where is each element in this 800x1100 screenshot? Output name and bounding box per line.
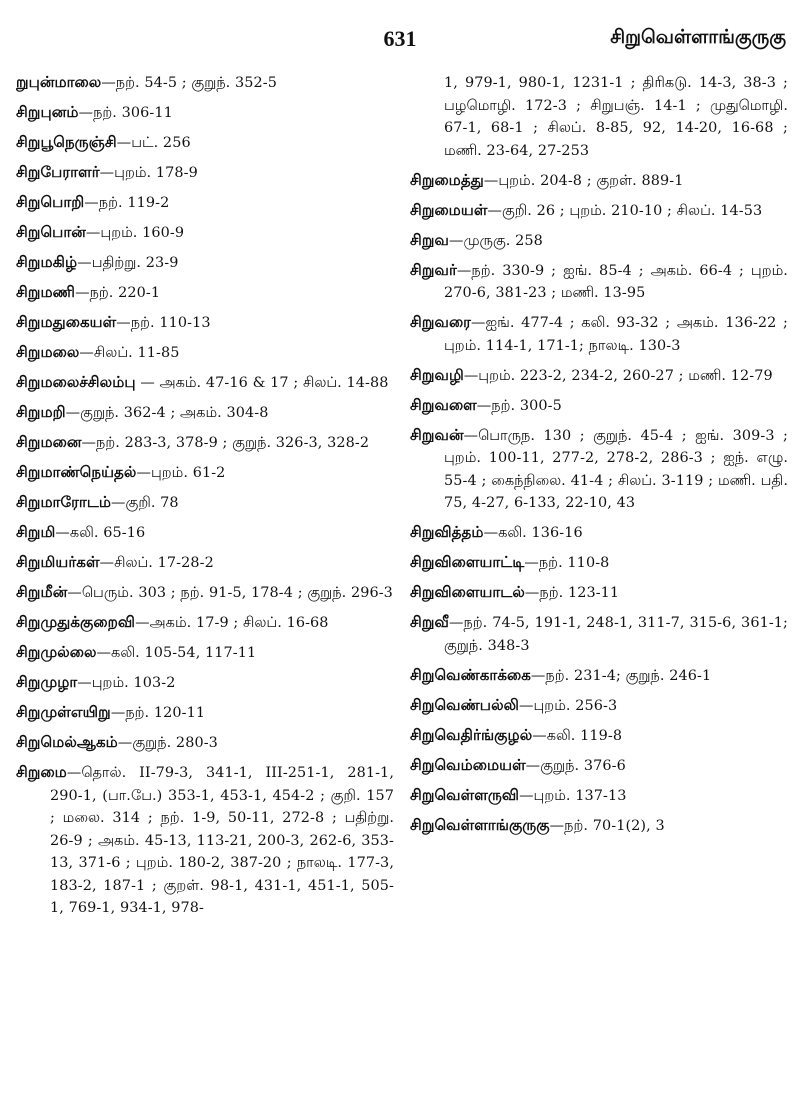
- entry-references: —நற். 119-2: [84, 195, 170, 211]
- entry-references: —நற். 283-3, 378-9 ; குறுந். 326-3, 328-2: [81, 435, 370, 451]
- entry-headword: சிறுவரை: [410, 313, 471, 331]
- entry-references: —குறுந். 376-6: [525, 757, 626, 774]
- entry-headword: சிறுபூநெருஞ்சி: [16, 133, 117, 151]
- index-entry: [16, 642, 394, 665]
- index-entry: [16, 702, 394, 725]
- entry-headword: சிறுவித்தம்: [410, 523, 484, 541]
- entry-headword: சிறுவெள்ளருவி: [410, 785, 520, 804]
- index-entry: [410, 312, 788, 357]
- entry-headword: சிறுவிளையாடல்: [410, 583, 525, 601]
- entry-headword: சிறுவெண்காக்கை: [410, 665, 531, 684]
- index-entry: [410, 200, 788, 223]
- entry-references: —கலி. 65-16: [55, 525, 146, 541]
- entry-headword: சிறுமீன்: [16, 583, 68, 601]
- index-entry: [410, 170, 788, 193]
- index-entry: [16, 252, 394, 275]
- entry-references: —புறம். 223-2, 234-2, 260-27 ; மணி. 12-79: [463, 367, 773, 384]
- index-entry: [16, 282, 394, 305]
- entry-references: —புறம். 160-9: [85, 225, 185, 241]
- entry-headword: சிறுமையள்: [410, 200, 488, 219]
- entry-references: —குறி. 26 ; புறம். 210-10 ; சிலப். 14-53: [487, 202, 763, 219]
- entry-headword: சிறுமலைச்சிலம்பு: [16, 373, 136, 391]
- index-entry: [16, 372, 394, 395]
- entry-headword: சிறுமலை: [16, 343, 80, 361]
- entry-headword: சிறுவிளையாட்டி: [410, 553, 525, 571]
- entry-references: —புறம். 61-2: [136, 465, 226, 481]
- index-entry: [410, 552, 788, 575]
- index-entry: [410, 612, 788, 657]
- index-entry: [16, 222, 394, 245]
- entry-references: —நற். 306-11: [78, 105, 173, 121]
- index-entry: [410, 365, 788, 388]
- entry-headword: சிறுமறி: [16, 403, 66, 421]
- index-entry: [410, 522, 788, 545]
- entry-headword: சிறுவீ: [410, 613, 449, 631]
- left-column: [16, 72, 394, 927]
- entry-references: —நற். 54-5 ; குறுந். 352-5: [101, 75, 278, 91]
- entry-headword: றுபுன்மாலை: [16, 73, 102, 91]
- index-entry: [410, 395, 788, 418]
- entry-references: —கலி. 136-16: [483, 525, 583, 541]
- entry-references: —நற். 300-5: [476, 397, 562, 414]
- entry-references: —பொருந. 130 ; குறுந். 45-4 ; ஐங். 309-3 ; புறம். 100-11, 277-2, 278-2, 286-3 ; ஐந். எழு. 55-4 ; கைந்நிலை. 41-4 ; சிலப். 3-119 ; மணி. பதி. 75, 4-27, 6-133, 22-10, 43: [444, 427, 788, 511]
- entry-headword: சிறுவ: [410, 230, 449, 249]
- entry-references: —நற். 123-11: [524, 585, 620, 601]
- entry-headword: சிறுமுள்எயிறு: [16, 703, 111, 721]
- index-entry: [410, 725, 788, 748]
- index-entry: [16, 342, 394, 365]
- entry-headword: சிறுவழி: [410, 365, 464, 384]
- index-entry: [16, 102, 394, 125]
- page-header: [0, 22, 800, 58]
- entry-headword: சிறுமியர்கள்: [16, 553, 100, 571]
- entry-references: —புறம். 103-2: [77, 675, 176, 691]
- index-entry: [16, 462, 394, 485]
- index-entry: [16, 612, 394, 635]
- entry-references: —நற். 330-9 ; ஐங். 85-4 ; அகம். 66-4 ; புறம். 270-6, 381-23 ; மணி. 13-95: [444, 262, 788, 301]
- entry-headword: சிறுமுதுக்குறைவி: [16, 613, 136, 631]
- index-entry: [16, 192, 394, 215]
- entry-references: —பதிற்று. 23-9: [77, 255, 179, 271]
- entry-references: — அகம். 47-16 & 17 ; சிலப். 14-88: [135, 375, 389, 391]
- entry-headword: சிறுமி: [16, 523, 56, 541]
- index-entry: [410, 695, 788, 718]
- index-entry: [16, 522, 394, 545]
- entry-headword: சிறுமனை: [16, 433, 82, 451]
- index-entry: [410, 785, 788, 808]
- index-entry: [16, 72, 394, 95]
- running-head: சிறுவெள்ளாங்குருகு: [610, 26, 786, 48]
- entry-references: —நற். 74-5, 191-1, 248-1, 311-7, 315-6, 361-1; குறுந். 348-3: [444, 615, 788, 654]
- entry-references: —புறம். 137-13: [519, 787, 627, 804]
- entry-headword: சிறுவர்: [410, 260, 457, 279]
- entry-references: —தொல். II-79-3, 341-1, III-251-1, 281-1, 290-1, (பா.பே.) 353-1, 453-1, 454-2 ; குறி. 157 ; மலை. 314 ; நற். 1-9, 50-11, 272-8 ; பதிற்று. 26-9 ; அகம். 45-13, 113-21, 200-3, 262-6, 353-13, 371-6 ; புறம். 180-2, 387-20 ; நாலடி. 177-3, 183-2, 187-1 ; குறள். 98-1, 431-1, 451-1, 505-1, 769-1, 934-1, 978-: [50, 765, 394, 916]
- page-number: 631: [383, 26, 417, 51]
- entry-references: —புறம். 204-8 ; குறள். 889-1: [483, 172, 684, 189]
- entry-references: —புறம். 178-9: [99, 165, 198, 181]
- entry-references: —ஐங். 477-4 ; கலி. 93-32 ; அகம். 136-22 ; புறம். 114-1, 171-1; நாலடி. 130-3: [444, 315, 788, 354]
- entry-headword: சிறுபொறி: [16, 193, 85, 211]
- index-entry: [16, 672, 394, 695]
- entry-references: —பட். 256: [116, 135, 191, 151]
- index-entry: [16, 762, 394, 920]
- index-entry: [16, 312, 394, 335]
- entry-headword: சிறுமை: [16, 763, 67, 781]
- entry-references: —கலி. 105-54, 117-11: [96, 645, 257, 661]
- entry-references: —நற். 220-1: [75, 285, 161, 301]
- entry-references: —கலி. 119-8: [532, 727, 623, 744]
- entry-headword: சிறுமகிழ்: [16, 253, 78, 271]
- entry-references: —குறுந். 362-4 ; அகம். 304-8: [65, 405, 269, 421]
- entry-headword: சிறுவெம்மையள்: [410, 755, 526, 774]
- entry-references: —நற். 110-13: [116, 315, 211, 331]
- index-entry: [410, 815, 788, 838]
- index-entry: [410, 755, 788, 778]
- index-entry: [16, 492, 394, 515]
- entry-references: 1, 979-1, 980-1, 1231-1 ; திரிகடு. 14-3, 38-3 ; பழமொழி. 172-3 ; சிறுபஞ். 14-1 ; முதுமொழி. 67-1, 68-1 ; சிலப். 8-85, 92, 14-20, 16-68 ; மணி. 23-64, 27-253: [444, 75, 788, 159]
- entry-headword: சிறுமுழா: [16, 673, 78, 691]
- index-entry: [16, 552, 394, 575]
- entry-references: —சிலப். 11-85: [79, 345, 180, 361]
- entry-headword: சிறுபேராளர்: [16, 163, 100, 181]
- entry-references: —குறி. 78: [111, 495, 179, 511]
- index-entry: [410, 230, 788, 253]
- index-entry: [410, 665, 788, 688]
- entry-headword: சிறுவன்: [410, 425, 464, 444]
- entry-headword: சிறுவெதிர்ங்குழல்: [410, 725, 533, 744]
- entry-headword: சிறுமணி: [16, 283, 76, 301]
- index-entry: [410, 260, 788, 305]
- entry-headword: சிறுமாண்நெய்தல்: [16, 463, 137, 481]
- index-entry: [16, 132, 394, 155]
- entry-headword: சிறுமதுகையள்: [16, 313, 117, 331]
- entry-references: —அகம். 17-9 ; சிலப். 16-68: [135, 615, 329, 631]
- entry-references: —நற். 70-1(2), 3: [549, 817, 665, 834]
- index-entry: [410, 425, 788, 515]
- right-column: [410, 72, 788, 845]
- entry-references: —குறுந். 280-3: [117, 735, 218, 751]
- entry-headword: சிறுபுனம்: [16, 103, 79, 121]
- entry-references: —புறம். 256-3: [519, 697, 618, 714]
- index-entry: [410, 582, 788, 605]
- index-entry: [16, 432, 394, 455]
- index-entry: [16, 582, 394, 605]
- entry-headword: சிறுமெல்ஆகம்: [16, 733, 118, 751]
- entry-headword: சிறுமாரோடம்: [16, 493, 112, 511]
- entry-headword: சிறுமைத்து: [410, 170, 484, 189]
- index-entry: [16, 732, 394, 755]
- entry-headword: சிறுமுல்லை: [16, 643, 97, 661]
- entry-references: —நற். 110-8: [524, 555, 610, 571]
- entry-headword: சிறுவெள்ளாங்குருகு: [410, 815, 550, 834]
- index-entry: [16, 162, 394, 185]
- entry-references: —நற். 120-11: [110, 705, 206, 721]
- index-entry: [410, 72, 788, 162]
- entry-headword: சிறுவளை: [410, 395, 477, 414]
- entry-references: —முருகு. 258: [448, 232, 543, 249]
- entry-headword: சிறுவெண்பல்லி: [410, 695, 519, 714]
- entry-references: —நற். 231-4; குறுந். 246-1: [530, 667, 712, 684]
- index-entry: [16, 402, 394, 425]
- entry-headword: சிறுபொன்: [16, 223, 86, 241]
- entry-references: —சிலப். 17-28-2: [99, 555, 214, 571]
- entry-references: —பெரும். 303 ; நற். 91-5, 178-4 ; குறுந். 296-3: [67, 585, 393, 601]
